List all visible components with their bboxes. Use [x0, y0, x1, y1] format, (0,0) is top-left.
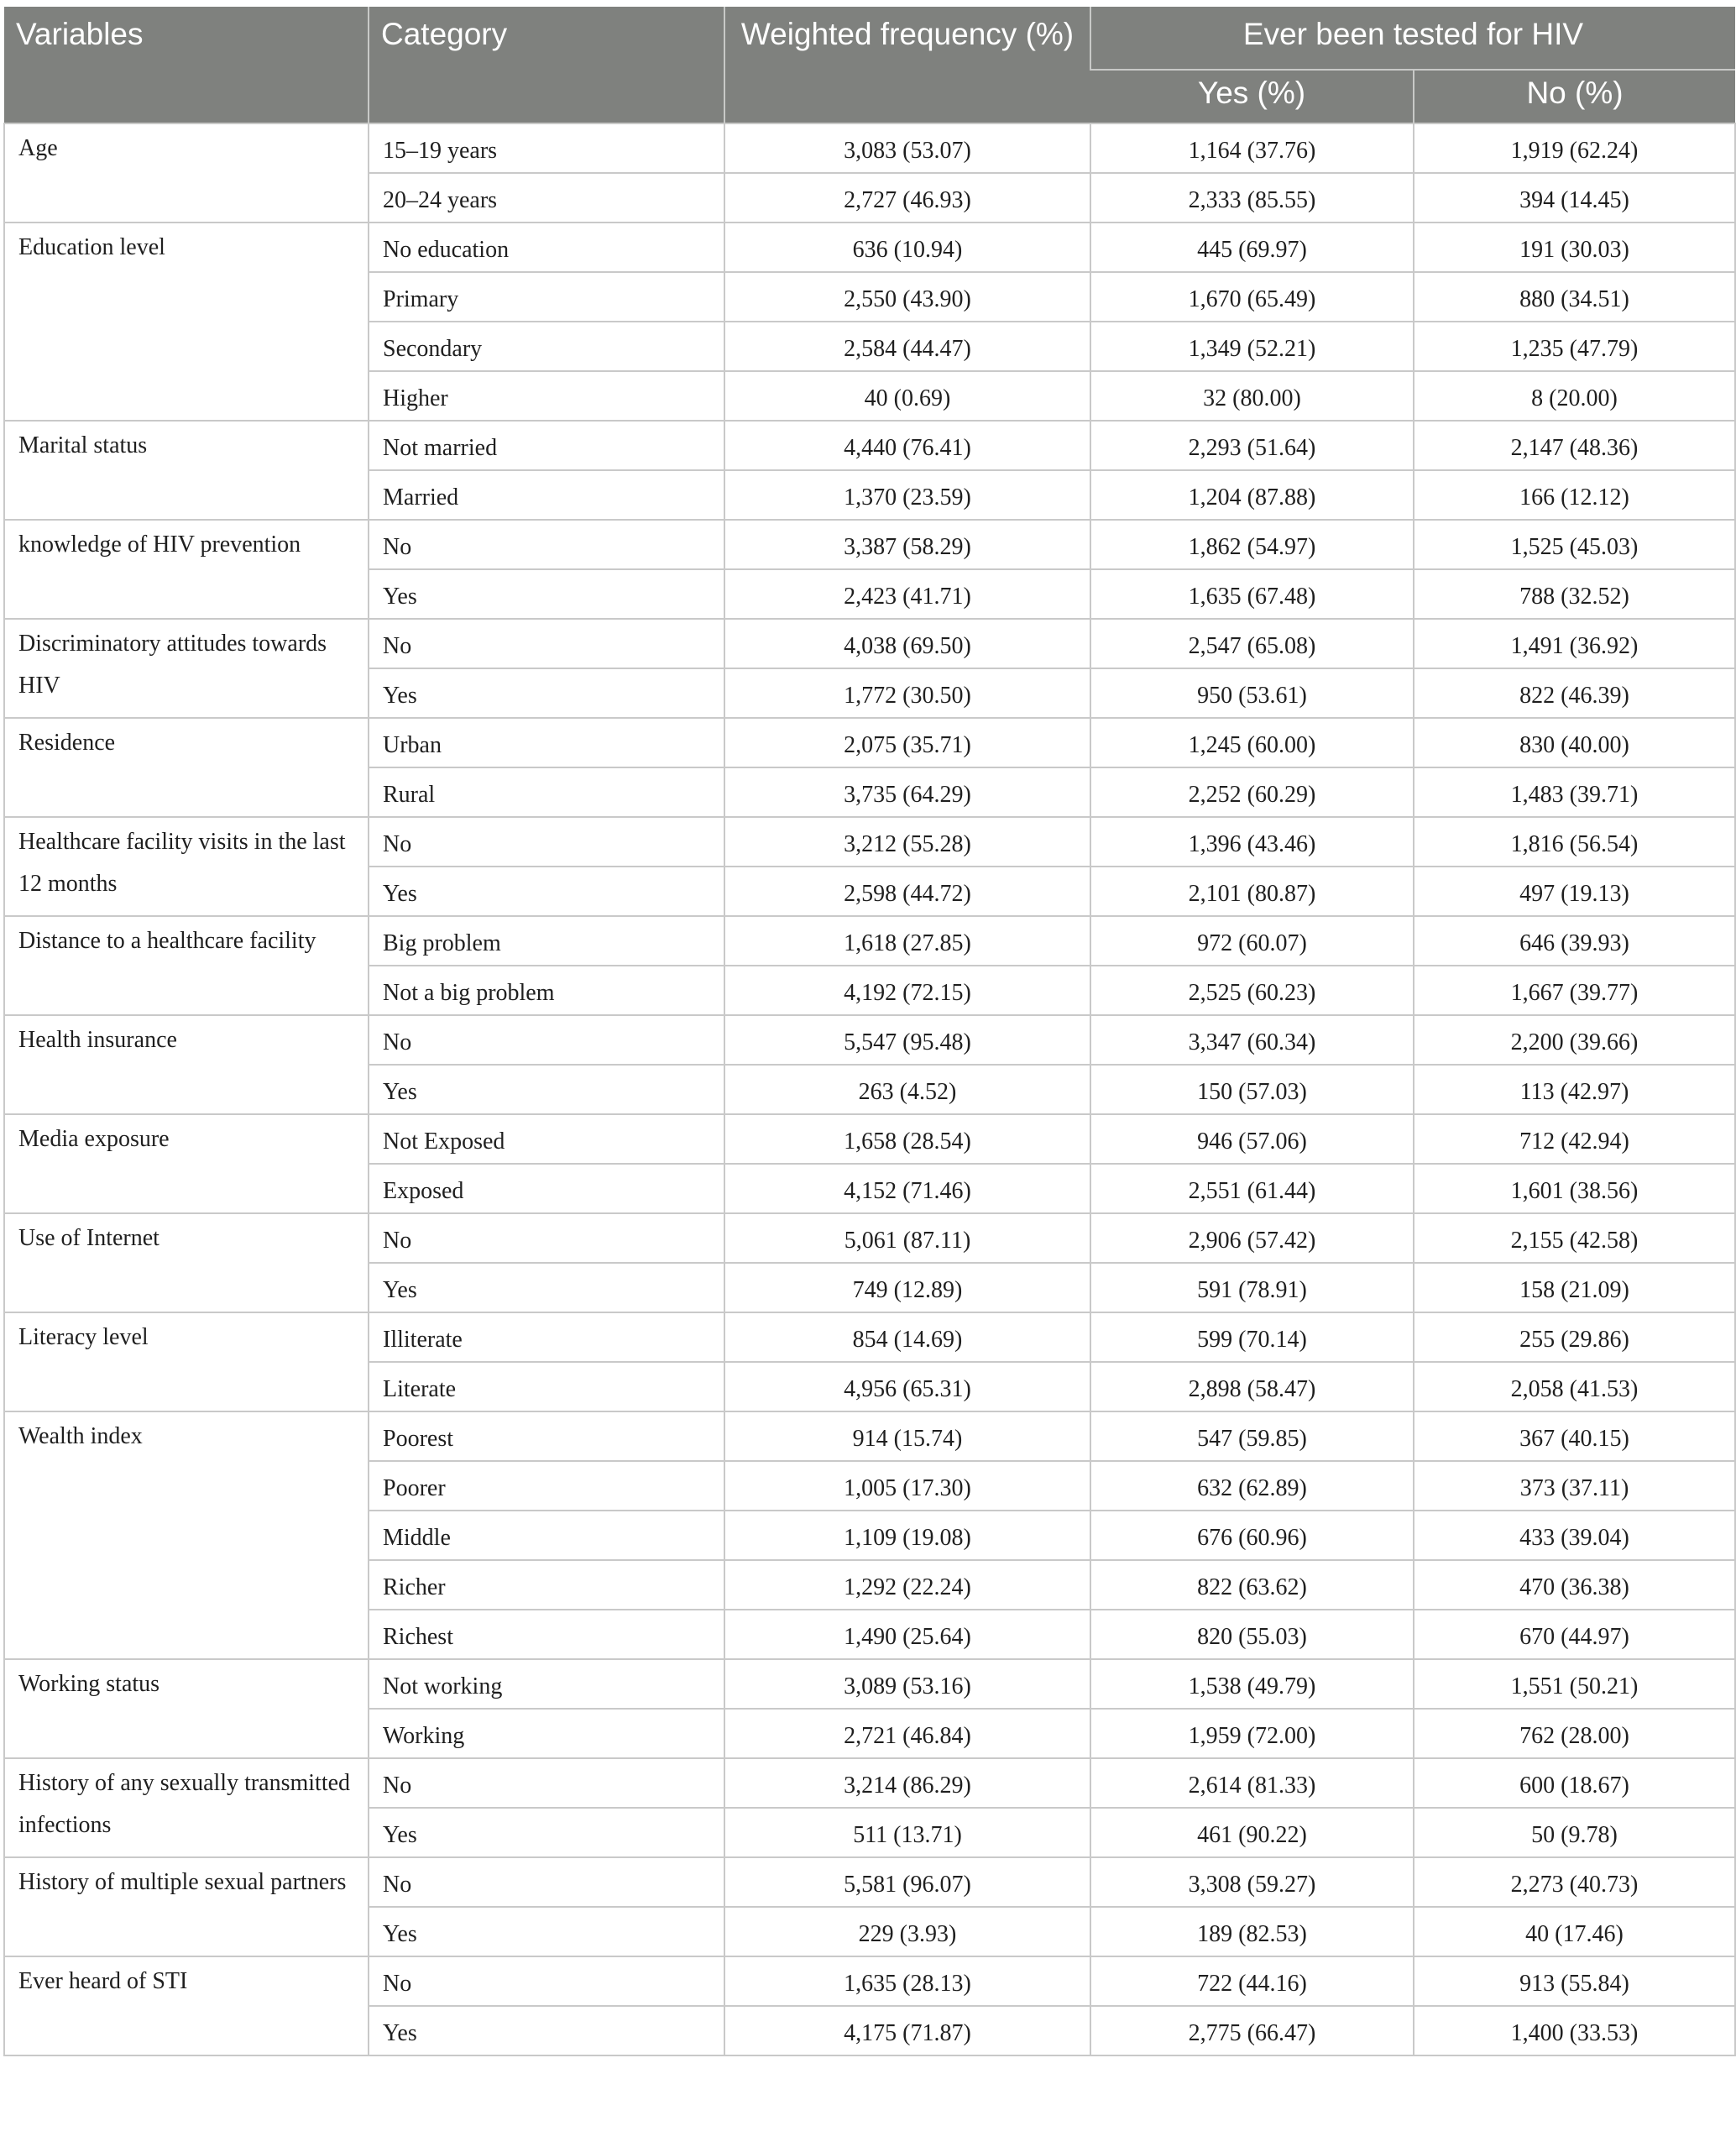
variable-cell: Discriminatory attitudes towards HIV: [4, 619, 369, 718]
variable-cell: Literacy level: [4, 1312, 369, 1411]
table-row: [4, 520, 1735, 569]
variable-cell: Working status: [4, 1659, 369, 1758]
tested-no-cell: 40 (17.46): [1414, 1907, 1735, 1956]
weighted-frequency-cell: 1,490 (25.64): [724, 1610, 1090, 1659]
hiv-testing-table: [3, 7, 1736, 2056]
category-cell: Richer: [369, 1560, 724, 1610]
category-cell: Literate: [369, 1362, 724, 1411]
category-cell: No: [369, 817, 724, 867]
weighted-frequency-cell: 1,658 (28.54): [724, 1114, 1090, 1164]
tested-yes-cell: 599 (70.14): [1090, 1312, 1414, 1362]
table-row: [4, 619, 1735, 668]
tested-yes-cell: 1,670 (65.49): [1090, 272, 1414, 322]
category-cell: No: [369, 520, 724, 569]
tested-no-cell: 394 (14.45): [1414, 173, 1735, 223]
tested-no-cell: 50 (9.78): [1414, 1808, 1735, 1857]
category-cell: No: [369, 1857, 724, 1907]
category-cell: Yes: [369, 2006, 724, 2055]
table-row: [4, 421, 1735, 470]
category-cell: Illiterate: [369, 1312, 724, 1362]
table-body: [4, 123, 1735, 2055]
weighted-frequency-cell: 5,061 (87.11): [724, 1213, 1090, 1263]
variable-cell: History of multiple sexual partners: [4, 1857, 369, 1956]
tested-yes-cell: 2,614 (81.33): [1090, 1758, 1414, 1808]
tested-yes-cell: 676 (60.96): [1090, 1511, 1414, 1560]
tested-no-cell: 2,147 (48.36): [1414, 421, 1735, 470]
tested-no-cell: 1,483 (39.71): [1414, 767, 1735, 817]
tested-no-cell: 158 (21.09): [1414, 1263, 1735, 1312]
category-cell: 15–19 years: [369, 123, 724, 173]
weighted-frequency-cell: 5,581 (96.07): [724, 1857, 1090, 1907]
tested-yes-cell: 722 (44.16): [1090, 1956, 1414, 2006]
tested-yes-cell: 3,347 (60.34): [1090, 1015, 1414, 1065]
category-cell: Rural: [369, 767, 724, 817]
tested-yes-cell: 1,959 (72.00): [1090, 1709, 1414, 1758]
category-cell: 20–24 years: [369, 173, 724, 223]
tested-no-cell: 367 (40.15): [1414, 1411, 1735, 1461]
weighted-frequency-cell: 854 (14.69): [724, 1312, 1090, 1362]
category-cell: No: [369, 619, 724, 668]
weighted-frequency-cell: 2,550 (43.90): [724, 272, 1090, 322]
category-cell: No education: [369, 223, 724, 272]
tested-no-cell: 113 (42.97): [1414, 1065, 1735, 1114]
tested-yes-cell: 1,349 (52.21): [1090, 322, 1414, 371]
tested-no-cell: 762 (28.00): [1414, 1709, 1735, 1758]
weighted-frequency-cell: 3,735 (64.29): [724, 767, 1090, 817]
tested-yes-cell: 2,293 (51.64): [1090, 421, 1414, 470]
tested-yes-cell: 822 (63.62): [1090, 1560, 1414, 1610]
category-cell: Richest: [369, 1610, 724, 1659]
tested-no-cell: 8 (20.00): [1414, 371, 1735, 421]
tested-no-cell: 1,551 (50.21): [1414, 1659, 1735, 1709]
tested-yes-cell: 946 (57.06): [1090, 1114, 1414, 1164]
tested-no-cell: 1,525 (45.03): [1414, 520, 1735, 569]
weighted-frequency-cell: 4,038 (69.50): [724, 619, 1090, 668]
tested-yes-cell: 445 (69.97): [1090, 223, 1414, 272]
tested-yes-cell: 2,906 (57.42): [1090, 1213, 1414, 1263]
table-header: [4, 7, 1735, 123]
category-cell: Yes: [369, 1263, 724, 1312]
weighted-frequency-cell: 511 (13.71): [724, 1808, 1090, 1857]
tested-yes-cell: 1,538 (49.79): [1090, 1659, 1414, 1709]
category-cell: Poorer: [369, 1461, 724, 1511]
tested-no-cell: 646 (39.93): [1414, 916, 1735, 966]
tested-no-cell: 255 (29.86): [1414, 1312, 1735, 1362]
weighted-frequency-cell: 1,005 (17.30): [724, 1461, 1090, 1511]
table-row: [4, 718, 1735, 767]
weighted-frequency-cell: 1,370 (23.59): [724, 470, 1090, 520]
table-row: [4, 1956, 1735, 2006]
tested-no-cell: 2,155 (42.58): [1414, 1213, 1735, 1263]
weighted-frequency-cell: 3,214 (86.29): [724, 1758, 1090, 1808]
weighted-frequency-cell: 4,192 (72.15): [724, 966, 1090, 1015]
category-cell: Yes: [369, 1065, 724, 1114]
tested-yes-cell: 1,635 (67.48): [1090, 569, 1414, 619]
tested-yes-cell: 461 (90.22): [1090, 1808, 1414, 1857]
weighted-frequency-cell: 263 (4.52): [724, 1065, 1090, 1114]
table-row: [4, 1411, 1735, 1461]
category-cell: Yes: [369, 668, 724, 718]
category-cell: Working: [369, 1709, 724, 1758]
table-row: [4, 1857, 1735, 1907]
tested-no-cell: 1,919 (62.24): [1414, 123, 1735, 173]
weighted-frequency-cell: 2,727 (46.93): [724, 173, 1090, 223]
category-cell: Yes: [369, 1907, 724, 1956]
tested-no-cell: 2,200 (39.66): [1414, 1015, 1735, 1065]
tested-no-cell: 373 (37.11): [1414, 1461, 1735, 1511]
tested-yes-cell: 2,775 (66.47): [1090, 2006, 1414, 2055]
tested-no-cell: 2,058 (41.53): [1414, 1362, 1735, 1411]
variable-cell: Media exposure: [4, 1114, 369, 1213]
variable-cell: Marital status: [4, 421, 369, 520]
category-cell: Not Exposed: [369, 1114, 724, 1164]
category-cell: Yes: [369, 569, 724, 619]
tested-no-cell: 497 (19.13): [1414, 867, 1735, 916]
tested-yes-cell: 1,396 (43.46): [1090, 817, 1414, 867]
weighted-frequency-cell: 1,618 (27.85): [724, 916, 1090, 966]
header-variables: Variables: [4, 7, 369, 123]
header-ever-tested: Ever been tested for HIV: [1090, 7, 1735, 70]
category-cell: Secondary: [369, 322, 724, 371]
weighted-frequency-cell: 2,423 (41.71): [724, 569, 1090, 619]
weighted-frequency-cell: 1,635 (28.13): [724, 1956, 1090, 2006]
category-cell: No: [369, 1015, 724, 1065]
tested-yes-cell: 1,862 (54.97): [1090, 520, 1414, 569]
header-no: No (%): [1414, 70, 1735, 123]
table-row: [4, 1015, 1735, 1065]
tested-yes-cell: 2,101 (80.87): [1090, 867, 1414, 916]
variable-cell: Age: [4, 123, 369, 223]
weighted-frequency-cell: 3,083 (53.07): [724, 123, 1090, 173]
category-cell: Primary: [369, 272, 724, 322]
weighted-frequency-cell: 914 (15.74): [724, 1411, 1090, 1461]
tested-no-cell: 1,235 (47.79): [1414, 322, 1735, 371]
tested-no-cell: 1,601 (38.56): [1414, 1164, 1735, 1213]
data-table-container: [3, 7, 1734, 2056]
tested-no-cell: 1,491 (36.92): [1414, 619, 1735, 668]
variable-cell: Ever heard of STI: [4, 1956, 369, 2055]
weighted-frequency-cell: 2,075 (35.71): [724, 718, 1090, 767]
weighted-frequency-cell: 1,292 (22.24): [724, 1560, 1090, 1610]
tested-no-cell: 822 (46.39): [1414, 668, 1735, 718]
variable-cell: History of any sexually transmitted infections: [4, 1758, 369, 1857]
tested-no-cell: 880 (34.51): [1414, 272, 1735, 322]
weighted-frequency-cell: 3,089 (53.16): [724, 1659, 1090, 1709]
tested-yes-cell: 972 (60.07): [1090, 916, 1414, 966]
table-row: [4, 123, 1735, 173]
tested-yes-cell: 32 (80.00): [1090, 371, 1414, 421]
table-row: [4, 817, 1735, 867]
category-cell: Married: [369, 470, 724, 520]
tested-yes-cell: 950 (53.61): [1090, 668, 1414, 718]
tested-no-cell: 913 (55.84): [1414, 1956, 1735, 2006]
tested-yes-cell: 2,898 (58.47): [1090, 1362, 1414, 1411]
tested-no-cell: 2,273 (40.73): [1414, 1857, 1735, 1907]
tested-yes-cell: 1,164 (37.76): [1090, 123, 1414, 173]
tested-yes-cell: 2,525 (60.23): [1090, 966, 1414, 1015]
category-cell: No: [369, 1213, 724, 1263]
tested-no-cell: 670 (44.97): [1414, 1610, 1735, 1659]
weighted-frequency-cell: 1,772 (30.50): [724, 668, 1090, 718]
tested-yes-cell: 591 (78.91): [1090, 1263, 1414, 1312]
weighted-frequency-cell: 4,175 (71.87): [724, 2006, 1090, 2055]
category-cell: Middle: [369, 1511, 724, 1560]
tested-yes-cell: 2,551 (61.44): [1090, 1164, 1414, 1213]
tested-no-cell: 433 (39.04): [1414, 1511, 1735, 1560]
category-cell: Exposed: [369, 1164, 724, 1213]
tested-yes-cell: 820 (55.03): [1090, 1610, 1414, 1659]
weighted-frequency-cell: 1,109 (19.08): [724, 1511, 1090, 1560]
table-row: [4, 1114, 1735, 1164]
tested-no-cell: 830 (40.00): [1414, 718, 1735, 767]
category-cell: No: [369, 1758, 724, 1808]
table-row: [4, 916, 1735, 966]
category-cell: Higher: [369, 371, 724, 421]
weighted-frequency-cell: 3,212 (55.28): [724, 817, 1090, 867]
tested-yes-cell: 1,204 (87.88): [1090, 470, 1414, 520]
tested-yes-cell: 547 (59.85): [1090, 1411, 1414, 1461]
tested-yes-cell: 150 (57.03): [1090, 1065, 1414, 1114]
weighted-frequency-cell: 2,584 (44.47): [724, 322, 1090, 371]
weighted-frequency-cell: 4,440 (76.41): [724, 421, 1090, 470]
tested-yes-cell: 3,308 (59.27): [1090, 1857, 1414, 1907]
variable-cell: Healthcare facility visits in the last 12 months: [4, 817, 369, 916]
weighted-frequency-cell: 40 (0.69): [724, 371, 1090, 421]
weighted-frequency-cell: 2,721 (46.84): [724, 1709, 1090, 1758]
category-cell: Yes: [369, 867, 724, 916]
weighted-frequency-cell: 636 (10.94): [724, 223, 1090, 272]
weighted-frequency-cell: 4,956 (65.31): [724, 1362, 1090, 1411]
weighted-frequency-cell: 229 (3.93): [724, 1907, 1090, 1956]
table-row: [4, 1213, 1735, 1263]
weighted-frequency-cell: 749 (12.89): [724, 1263, 1090, 1312]
tested-no-cell: 600 (18.67): [1414, 1758, 1735, 1808]
weighted-frequency-cell: 2,598 (44.72): [724, 867, 1090, 916]
header-weighted-frequency: Weighted frequency (%): [724, 7, 1090, 123]
tested-yes-cell: 189 (82.53): [1090, 1907, 1414, 1956]
variable-cell: knowledge of HIV prevention: [4, 520, 369, 619]
table-row: [4, 1312, 1735, 1362]
header-yes: Yes (%): [1090, 70, 1414, 123]
variable-cell: Health insurance: [4, 1015, 369, 1114]
variable-cell: Education level: [4, 223, 369, 421]
tested-yes-cell: 632 (62.89): [1090, 1461, 1414, 1511]
table-row: [4, 223, 1735, 272]
weighted-frequency-cell: 3,387 (58.29): [724, 520, 1090, 569]
tested-no-cell: 1,667 (39.77): [1414, 966, 1735, 1015]
tested-yes-cell: 2,252 (60.29): [1090, 767, 1414, 817]
category-cell: Big problem: [369, 916, 724, 966]
tested-no-cell: 470 (36.38): [1414, 1560, 1735, 1610]
category-cell: Poorest: [369, 1411, 724, 1461]
tested-no-cell: 191 (30.03): [1414, 223, 1735, 272]
variable-cell: Wealth index: [4, 1411, 369, 1659]
tested-no-cell: 166 (12.12): [1414, 470, 1735, 520]
table-row: [4, 1659, 1735, 1709]
category-cell: Not married: [369, 421, 724, 470]
category-cell: Not working: [369, 1659, 724, 1709]
tested-no-cell: 1,816 (56.54): [1414, 817, 1735, 867]
category-cell: Not a big problem: [369, 966, 724, 1015]
variable-cell: Use of Internet: [4, 1213, 369, 1312]
weighted-frequency-cell: 5,547 (95.48): [724, 1015, 1090, 1065]
tested-yes-cell: 2,547 (65.08): [1090, 619, 1414, 668]
tested-no-cell: 712 (42.94): [1414, 1114, 1735, 1164]
category-cell: No: [369, 1956, 724, 2006]
header-category: Category: [369, 7, 724, 123]
tested-no-cell: 1,400 (33.53): [1414, 2006, 1735, 2055]
tested-yes-cell: 2,333 (85.55): [1090, 173, 1414, 223]
category-cell: Urban: [369, 718, 724, 767]
table-row: [4, 1758, 1735, 1808]
variable-cell: Residence: [4, 718, 369, 817]
weighted-frequency-cell: 4,152 (71.46): [724, 1164, 1090, 1213]
tested-yes-cell: 1,245 (60.00): [1090, 718, 1414, 767]
category-cell: Yes: [369, 1808, 724, 1857]
variable-cell: Distance to a healthcare facility: [4, 916, 369, 1015]
tested-no-cell: 788 (32.52): [1414, 569, 1735, 619]
